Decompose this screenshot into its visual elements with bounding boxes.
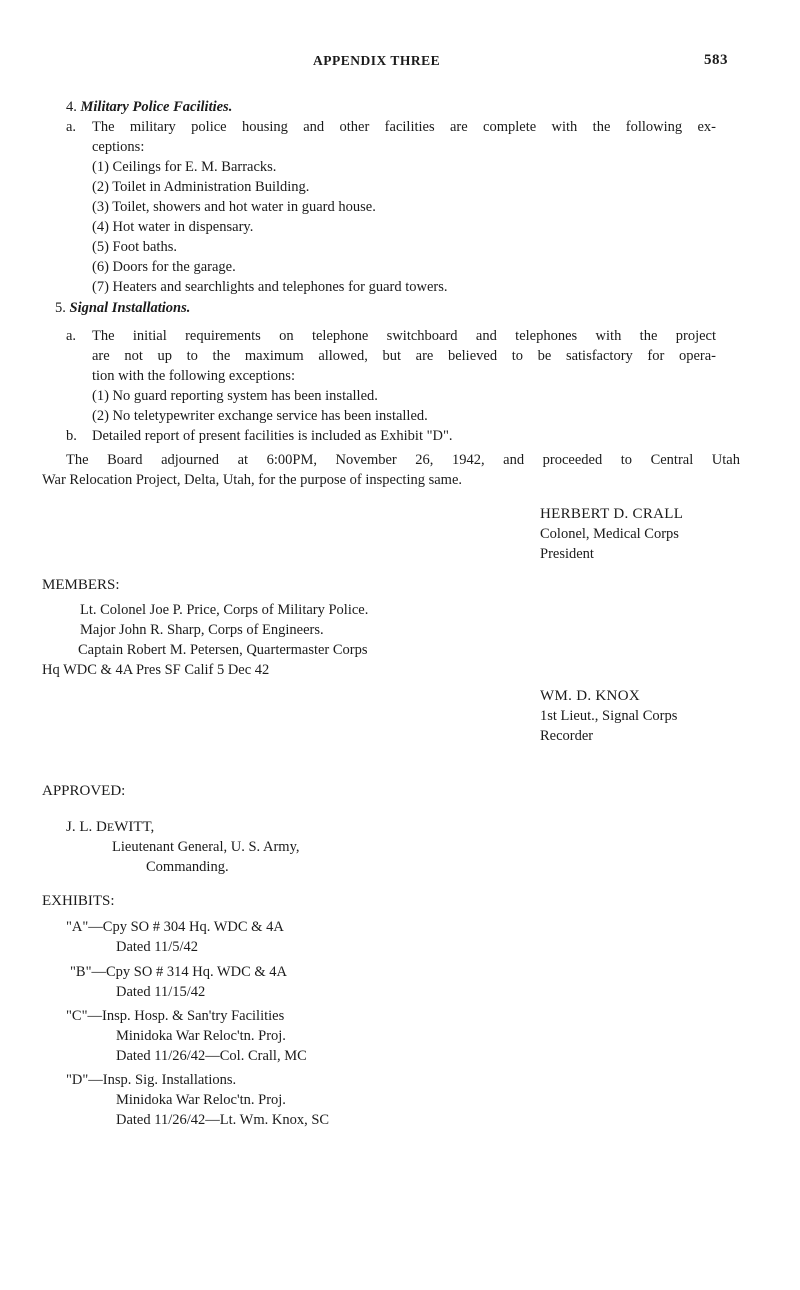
section5-a-label: a.: [66, 328, 77, 344]
section4-item: (1) Ceilings for E. M. Barracks.: [92, 159, 277, 175]
members-heading: MEMBERS:: [42, 577, 120, 593]
recorder-rank: 1st Lieut., Signal Corps: [540, 708, 678, 724]
exhibit-c-line: Dated 11/26/42—Col. Crall, MC: [116, 1048, 307, 1064]
section4-item: (5) Foot baths.: [92, 239, 177, 255]
section4-number: 4.: [66, 99, 77, 115]
approved-name-small: E: [106, 820, 115, 834]
approved-rank: Lieutenant General, U. S. Army,: [112, 839, 300, 855]
approved-name-prefix: J. L. D: [66, 819, 107, 835]
president-name: HERBERT D. CRALL: [540, 506, 684, 522]
section4-item: (2) Toilet in Administration Building.: [92, 179, 310, 195]
exhibit-d-line: Minidoka War Reloc'tn. Proj.: [116, 1092, 286, 1108]
section5-title: Signal Installations.: [69, 300, 191, 316]
exhibit-b-title: "B"—Cpy SO # 314 Hq. WDC & 4A: [70, 964, 288, 980]
section4-title: Military Police Facilities.: [80, 99, 233, 115]
exhibit-b-line: Dated 11/15/42: [116, 984, 206, 1000]
recorder-role: Recorder: [540, 728, 594, 744]
running-head-title: APPENDIX THREE: [313, 53, 441, 68]
exhibit-c-title: "C"—Insp. Hosp. & San'try Facilities: [66, 1008, 285, 1024]
hq-line: Hq WDC & 4A Pres SF Calif 5 Dec 42: [42, 662, 270, 678]
section5-a-line1: The initial requirements on telephone switchboard and telephones with the project: [92, 328, 716, 344]
section5-number: 5.: [55, 300, 66, 316]
president-rank: Colonel, Medical Corps: [540, 526, 679, 542]
section4-item: (4) Hot water in dispensary.: [92, 219, 254, 235]
exhibit-c-line: Minidoka War Reloc'tn. Proj.: [116, 1028, 286, 1044]
president-role: President: [540, 546, 594, 562]
section5-a-line2: are not up to the maximum allowed, but are believed to be satisfactory for opera-: [92, 348, 716, 364]
member-entry: Lt. Colonel Joe P. Price, Corps of Military Police.: [80, 602, 369, 618]
closing-line2: War Relocation Project, Delta, Utah, for the purpose of inspecting same.: [42, 472, 463, 488]
approved-role: Commanding.: [146, 859, 229, 875]
exhibit-d-line: Dated 11/26/42—Lt. Wm. Knox, SC: [116, 1112, 330, 1128]
approved-name: [66, 817, 154, 837]
exhibit-a-line: Dated 11/5/42: [116, 939, 199, 955]
approved-heading: APPROVED:: [42, 783, 126, 799]
exhibits-heading: EXHIBITS:: [42, 893, 115, 909]
closing-line1: The Board adjourned at 6:00PM, November 26, 1942, and proceeded to Central Utah: [66, 452, 740, 468]
exhibit-d-title: "D"—Insp. Sig. Installations.: [66, 1072, 237, 1088]
approved-name-suffix: WITT,: [114, 819, 155, 835]
section5-a-line3: tion with the following exceptions:: [92, 368, 295, 384]
section4-item: (7) Heaters and searchlights and telephones for guard towers.: [92, 279, 448, 295]
section5-item: (1) No guard reporting system has been installed.: [92, 388, 378, 404]
exhibit-a-title: "A"—Cpy SO # 304 Hq. WDC & 4A: [66, 919, 284, 935]
recorder-name: WM. D. KNOX: [540, 688, 640, 704]
section5-b-text: Detailed report of present facilities is included as Exhibit "D".: [92, 428, 453, 444]
section5-item: (2) No teletypewriter exchange service has been installed.: [92, 408, 428, 424]
section4-a-label: a.: [66, 119, 77, 135]
page-number: 583: [704, 52, 728, 68]
section4-a-line1: The military police housing and other facilities are complete with the following ex-: [92, 119, 716, 135]
member-entry: Major John R. Sharp, Corps of Engineers.: [80, 622, 324, 638]
section5-b-label: b.: [66, 428, 77, 444]
section4-item: (3) Toilet, showers and hot water in guard house.: [92, 199, 376, 215]
section5-heading: [55, 298, 190, 318]
section4-a-line2: ceptions:: [92, 139, 145, 155]
section4-item: (6) Doors for the garage.: [92, 259, 236, 275]
member-entry: Captain Robert M. Petersen, Quartermaster Corps: [78, 642, 368, 658]
section4-heading: [66, 97, 232, 117]
